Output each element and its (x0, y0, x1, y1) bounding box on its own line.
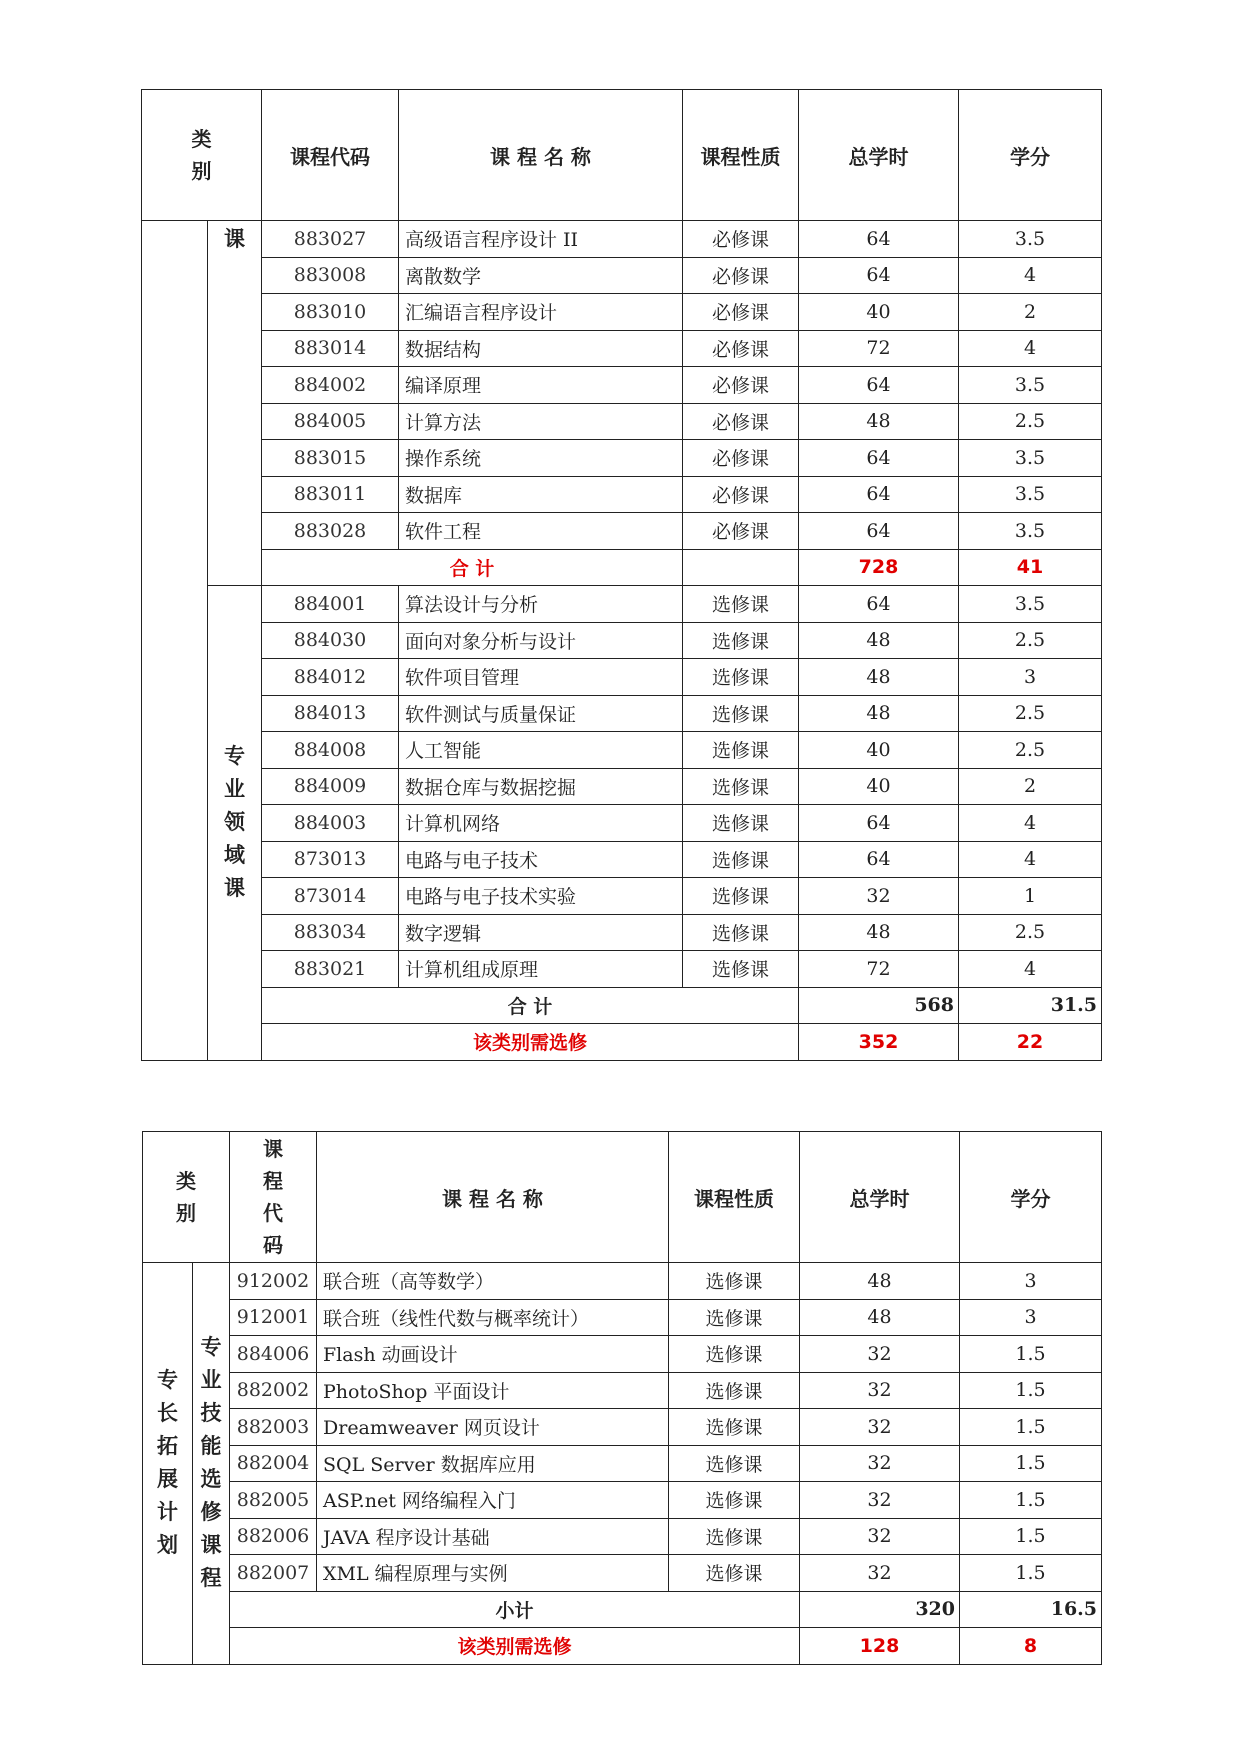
course-credits: 1.5 (960, 1555, 1102, 1592)
table-body (143, 1263, 1102, 1665)
required-hours: 128 (800, 1628, 960, 1665)
header-nature: 课程性质 (669, 1132, 800, 1263)
course-name: 数据库 (399, 476, 683, 513)
table-row (142, 695, 1102, 732)
course-hours: 48 (799, 403, 959, 440)
course-hours: 48 (799, 914, 959, 951)
header-name: 课 程 名 称 (399, 90, 683, 221)
course-name: 数据仓库与数据挖掘 (399, 768, 683, 805)
course-credits: 3.5 (959, 440, 1102, 477)
table-row (142, 878, 1102, 915)
header-category: 类别 (143, 1132, 230, 1263)
course-nature: 必修课 (683, 294, 799, 331)
course-name: 计算机网络 (399, 805, 683, 842)
course-hours: 64 (799, 367, 959, 404)
course-table-2 (142, 1131, 1102, 1665)
course-credits: 4 (959, 330, 1102, 367)
domain-required-row (142, 1024, 1102, 1061)
course-name: 汇编语言程序设计 (399, 294, 683, 331)
core-total-credits: 41 (959, 549, 1102, 586)
course-name: 计算机组成原理 (399, 951, 683, 988)
course-name: JAVA 程序设计基础 (317, 1518, 669, 1555)
table-row (142, 330, 1102, 367)
course-hours: 32 (799, 878, 959, 915)
course-hours: 72 (799, 330, 959, 367)
course-credits: 2.5 (959, 403, 1102, 440)
header-code: 课程代码 (262, 90, 399, 221)
header-code: 课程代码 (230, 1132, 317, 1263)
course-nature: 选修课 (669, 1445, 800, 1482)
course-code: 884030 (262, 622, 399, 659)
course-hours: 48 (800, 1299, 960, 1336)
table-row (143, 1555, 1102, 1592)
course-hours: 40 (799, 768, 959, 805)
course-code: 912001 (230, 1299, 317, 1336)
course-code: 884013 (262, 695, 399, 732)
course-credits: 2.5 (959, 622, 1102, 659)
outer-category-label: 专长拓展计划 (143, 1263, 193, 1665)
course-code: 883027 (262, 221, 399, 258)
course-name: SQL Server 数据库应用 (317, 1445, 669, 1482)
course-code: 883014 (262, 330, 399, 367)
course-hours: 32 (800, 1445, 960, 1482)
course-nature: 选修课 (669, 1336, 800, 1373)
header-name: 课 程 名 称 (317, 1132, 669, 1263)
course-name: 操作系统 (399, 440, 683, 477)
table-row (143, 1299, 1102, 1336)
course-name: 软件项目管理 (399, 659, 683, 696)
course-name: XML 编程原理与实例 (317, 1555, 669, 1592)
course-code: 883021 (262, 951, 399, 988)
course-nature: 选修课 (683, 841, 799, 878)
header-category: 类别 (142, 90, 262, 221)
course-name: 面向对象分析与设计 (399, 622, 683, 659)
course-name: 人工智能 (399, 732, 683, 769)
table-row (142, 622, 1102, 659)
domain-total-hours: 568 (799, 987, 959, 1024)
domain-required-hours: 352 (799, 1024, 959, 1061)
course-credits: 1.5 (960, 1518, 1102, 1555)
table-row (142, 586, 1102, 623)
course-credits: 4 (959, 951, 1102, 988)
course-hours: 40 (799, 732, 959, 769)
course-name: 数据结构 (399, 330, 683, 367)
course-name: 软件工程 (399, 513, 683, 550)
course-code: 873013 (262, 841, 399, 878)
course-hours: 48 (800, 1263, 960, 1300)
table-row (142, 221, 1102, 258)
table-row (142, 732, 1102, 769)
course-name: 联合班（线性代数与概率统计） (317, 1299, 669, 1336)
course-credits: 3.5 (959, 221, 1102, 258)
course-credits: 2 (959, 768, 1102, 805)
course-nature: 必修课 (683, 330, 799, 367)
table-row (142, 403, 1102, 440)
course-nature: 选修课 (669, 1299, 800, 1336)
course-nature: 选修课 (683, 878, 799, 915)
course-nature: 选修课 (669, 1555, 800, 1592)
course-name: PhotoShop 平面设计 (317, 1372, 669, 1409)
course-code: 884003 (262, 805, 399, 842)
course-code: 882002 (230, 1372, 317, 1409)
table-row (142, 294, 1102, 331)
subtotal-credits: 16.5 (960, 1591, 1102, 1628)
course-code: 884002 (262, 367, 399, 404)
table-row (142, 805, 1102, 842)
table-row (143, 1409, 1102, 1446)
course-credits: 1.5 (960, 1336, 1102, 1373)
course-hours: 64 (799, 257, 959, 294)
category-outer-cell (142, 221, 208, 1061)
table-header-row (143, 1132, 1102, 1263)
course-hours: 64 (799, 476, 959, 513)
course-code: 884009 (262, 768, 399, 805)
required-label: 该类别需选修 (230, 1628, 800, 1665)
course-credits: 1.5 (960, 1482, 1102, 1519)
table-body (142, 221, 1102, 1061)
course-nature: 选修课 (683, 768, 799, 805)
course-hours: 32 (800, 1409, 960, 1446)
table-row (142, 841, 1102, 878)
header-hours: 总学时 (800, 1132, 960, 1263)
course-nature: 选修课 (683, 951, 799, 988)
course-hours: 72 (799, 951, 959, 988)
course-nature: 选修课 (683, 732, 799, 769)
course-code: 884001 (262, 586, 399, 623)
course-code: 883011 (262, 476, 399, 513)
course-table-1 (141, 89, 1102, 1061)
core-total-nature-blank (683, 549, 799, 586)
course-credits: 3 (960, 1263, 1102, 1300)
course-hours: 64 (799, 805, 959, 842)
course-hours: 48 (799, 622, 959, 659)
course-hours: 32 (800, 1336, 960, 1373)
course-hours: 48 (799, 659, 959, 696)
course-credits: 1 (959, 878, 1102, 915)
course-nature: 选修课 (669, 1482, 800, 1519)
course-credits: 2.5 (959, 914, 1102, 951)
course-name: 软件测试与质量保证 (399, 695, 683, 732)
course-hours: 32 (800, 1555, 960, 1592)
course-hours: 48 (799, 695, 959, 732)
course-hours: 64 (799, 586, 959, 623)
inner-category-label: 专业技能选修课程 (193, 1263, 230, 1665)
course-hours: 64 (799, 440, 959, 477)
course-code: 912002 (230, 1263, 317, 1300)
table-row (142, 257, 1102, 294)
header-hours: 总学时 (799, 90, 959, 221)
required-credits: 8 (960, 1628, 1102, 1665)
course-nature: 选修课 (683, 659, 799, 696)
table-row (142, 440, 1102, 477)
course-code: 882003 (230, 1409, 317, 1446)
subtotal-label: 小计 (230, 1591, 800, 1628)
course-code: 883034 (262, 914, 399, 951)
course-name: Dreamweaver 网页设计 (317, 1409, 669, 1446)
table-row (142, 367, 1102, 404)
table-row (142, 659, 1102, 696)
course-code: 882005 (230, 1482, 317, 1519)
course-credits: 3.5 (959, 476, 1102, 513)
course-credits: 1.5 (960, 1445, 1102, 1482)
course-nature: 选修课 (683, 805, 799, 842)
course-hours: 32 (800, 1518, 960, 1555)
core-total-row (142, 549, 1102, 586)
course-hours: 32 (800, 1482, 960, 1519)
course-code: 882006 (230, 1518, 317, 1555)
core-total-label: 合 计 (262, 549, 683, 586)
course-name: ASP.net 网络编程入门 (317, 1482, 669, 1519)
course-nature: 必修课 (683, 403, 799, 440)
domain-course-label: 专业领域课 (208, 586, 262, 1061)
course-credits: 4 (959, 805, 1102, 842)
course-credits: 3.5 (959, 513, 1102, 550)
course-credits: 1.5 (960, 1409, 1102, 1446)
course-credits: 2.5 (959, 732, 1102, 769)
course-code: 884012 (262, 659, 399, 696)
course-name: 电路与电子技术 (399, 841, 683, 878)
course-nature: 选修课 (669, 1409, 800, 1446)
subtotal-hours: 320 (800, 1591, 960, 1628)
course-name: 电路与电子技术实验 (399, 878, 683, 915)
course-code: 882004 (230, 1445, 317, 1482)
course-code: 873014 (262, 878, 399, 915)
course-nature: 必修课 (683, 257, 799, 294)
header-credits: 学分 (960, 1132, 1102, 1263)
course-nature: 选修课 (669, 1263, 800, 1300)
table-row (143, 1336, 1102, 1373)
table-row (143, 1445, 1102, 1482)
course-credits: 3 (959, 659, 1102, 696)
course-nature: 必修课 (683, 221, 799, 258)
course-hours: 40 (799, 294, 959, 331)
domain-total-label: 合 计 (262, 987, 799, 1024)
course-nature: 必修课 (683, 367, 799, 404)
course-credits: 3.5 (959, 367, 1102, 404)
table-row (143, 1518, 1102, 1555)
domain-total-credits: 31.5 (959, 987, 1102, 1024)
course-credits: 3.5 (959, 586, 1102, 623)
course-code: 884006 (230, 1336, 317, 1373)
core-course-label: 课 (208, 221, 262, 586)
domain-required-credits: 22 (959, 1024, 1102, 1061)
table-header-row (142, 90, 1102, 221)
course-credits: 1.5 (960, 1372, 1102, 1409)
course-name: 计算方法 (399, 403, 683, 440)
course-name: 算法设计与分析 (399, 586, 683, 623)
course-credits: 4 (959, 257, 1102, 294)
course-nature: 必修课 (683, 440, 799, 477)
course-nature: 选修课 (683, 914, 799, 951)
table-row (142, 768, 1102, 805)
domain-required-label: 该类别需选修 (262, 1024, 799, 1061)
course-code: 883008 (262, 257, 399, 294)
course-name: 数字逻辑 (399, 914, 683, 951)
table-row (142, 513, 1102, 550)
course-hours: 32 (800, 1372, 960, 1409)
required-row (143, 1628, 1102, 1665)
course-hours: 64 (799, 513, 959, 550)
header-credits: 学分 (959, 90, 1102, 221)
course-nature: 选修课 (683, 622, 799, 659)
course-credits: 2.5 (959, 695, 1102, 732)
course-name: 离散数学 (399, 257, 683, 294)
table-row (142, 914, 1102, 951)
course-code: 884008 (262, 732, 399, 769)
course-nature: 选修课 (669, 1372, 800, 1409)
course-code: 883010 (262, 294, 399, 331)
course-credits: 4 (959, 841, 1102, 878)
table-row (143, 1482, 1102, 1519)
subtotal-row (143, 1591, 1102, 1628)
course-nature: 选修课 (669, 1518, 800, 1555)
table-row (143, 1263, 1102, 1300)
course-name: Flash 动画设计 (317, 1336, 669, 1373)
course-code: 883015 (262, 440, 399, 477)
course-code: 884005 (262, 403, 399, 440)
domain-total-row (142, 987, 1102, 1024)
course-code: 882007 (230, 1555, 317, 1592)
header-nature: 课程性质 (683, 90, 799, 221)
course-name: 编译原理 (399, 367, 683, 404)
course-nature: 选修课 (683, 586, 799, 623)
course-nature: 必修课 (683, 476, 799, 513)
table-row (142, 476, 1102, 513)
core-total-hours: 728 (799, 549, 959, 586)
course-name: 高级语言程序设计 II (399, 221, 683, 258)
course-code: 883028 (262, 513, 399, 550)
course-nature: 选修课 (683, 695, 799, 732)
table-row (143, 1372, 1102, 1409)
course-nature: 必修课 (683, 513, 799, 550)
course-hours: 64 (799, 841, 959, 878)
course-name: 联合班（高等数学） (317, 1263, 669, 1300)
table-row (142, 951, 1102, 988)
course-hours: 64 (799, 221, 959, 258)
course-credits: 3 (960, 1299, 1102, 1336)
course-credits: 2 (959, 294, 1102, 331)
